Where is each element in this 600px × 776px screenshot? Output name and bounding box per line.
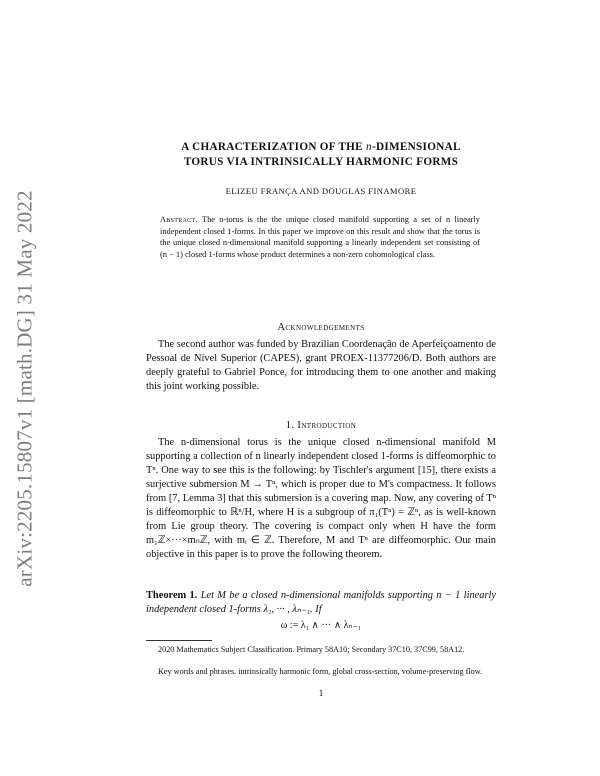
theorem-statement: Let M be a closed n-dimensional manifolds supporting n − 1 linearly independent closed 1-forms λ₁, ··· , λₙ₋₁. If bbox=[146, 590, 497, 615]
footnote-msc-text: 2020 Mathematics Subject Classification. Primary 58A10; Secondary 37C10, 37C99, 58A12. bbox=[158, 645, 465, 654]
abstract-label: Abstract. bbox=[160, 215, 198, 224]
acknowledgements-heading: Acknowledgements bbox=[277, 322, 365, 333]
arxiv-identifier-stamp bbox=[4, 158, 46, 618]
footnote-keywords bbox=[146, 666, 496, 677]
title-line2: TORUS VIA INTRINSICALLY HARMONIC FORMS bbox=[183, 156, 459, 168]
author-list: ELIZEU FRANÇA AND DOUGLAS FINAMORE bbox=[225, 186, 417, 196]
arxiv-stamp-text: arXiv:2205.15807v1 [math.DG] 31 May 2022 bbox=[12, 189, 37, 587]
acknowledgements-text: The second author was funded by Brazilian Coordenação de Aperfeiçoamento de Pessoal de Nível Superior (CAPES), grant PROEX-11377206/D. Both authors are deeply grateful to Gabriel Ponce, for introducing them to one another and making this joint working possible. bbox=[146, 339, 496, 392]
theorem-label: Theorem 1. bbox=[146, 590, 198, 601]
theorem-1 bbox=[146, 589, 496, 617]
footnote-msc bbox=[146, 644, 496, 655]
abstract-text: The n-torus is the the unique closed manifold supporting a set of n linearly independent closed 1-forms. In this paper we improve on this result and show that the torus is the unique closed n-dimensional manifold supporting a linearly independent set consisting of (n − 1) closed 1-forms whose product determines a non-zero cohomological class. bbox=[160, 215, 480, 259]
footnote-keywords-text: Key words and phrases. intrinsically harmonic form, global cross-section, volume-preserving flow. bbox=[158, 667, 483, 676]
page-number: 1 bbox=[318, 688, 324, 698]
paper-title bbox=[146, 140, 496, 170]
title-line1-prefix: A CHARACTERIZATION OF THE bbox=[181, 141, 367, 153]
title-variable-n: n bbox=[366, 141, 372, 153]
title-line1-suffix: -DIMENSIONAL bbox=[371, 141, 461, 153]
introduction-heading: 1. Introduction bbox=[285, 420, 357, 431]
acknowledgements-paragraph bbox=[146, 338, 496, 394]
footnote-rule bbox=[146, 640, 212, 641]
introduction-text: The n-dimensional torus is the unique closed n-dimensional manifold M supporting a collection of n linearly independent closed 1-forms is diffeomorphic to Tⁿ. One way to see this is the following: by Tischler's argument [15], there exists a surjective submersion M → Tⁿ, which is proper due to M's compactness. It follows from [7, Lemma 3] that this submersion is a covering map. Now, any covering of Tⁿ is diffeomorphic to ℝⁿ/H, where H is a subgroup of π₁(Tⁿ) = ℤⁿ, as is well-known from Lie group theory. The covering is compact only when H have the form m₁ℤ×···×mₙℤ, with mᵢ ∈ ℤ. Therefore, M and Tⁿ are diffeomorphic. Our main objective in this paper is to prove the following theorem. bbox=[146, 437, 496, 560]
abstract bbox=[160, 214, 480, 260]
theorem-display-equation: ω := λ₁ ∧ ··· ∧ λₙ₋₁ bbox=[280, 620, 362, 631]
introduction-paragraph bbox=[146, 436, 496, 562]
